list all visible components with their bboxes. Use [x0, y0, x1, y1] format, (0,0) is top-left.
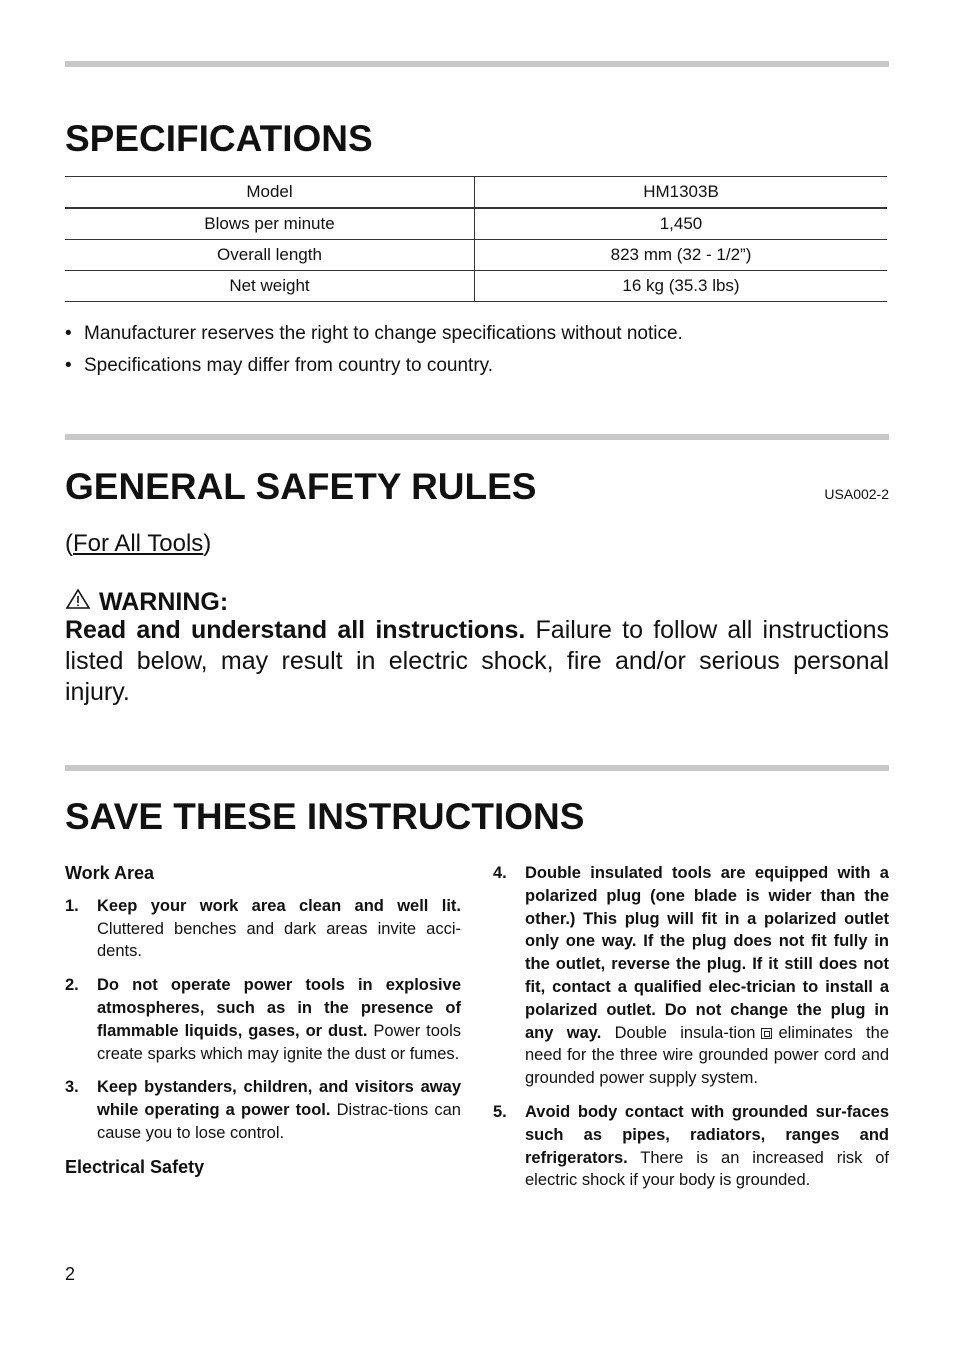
top-divider — [65, 61, 889, 67]
table-row — [65, 177, 887, 209]
section-divider — [65, 434, 889, 440]
document-code: USA002-2 — [824, 486, 889, 502]
spec-label: Blows per minute — [65, 208, 475, 240]
table-row — [65, 208, 887, 240]
bullet: • — [65, 323, 72, 344]
spec-label: Net weight — [65, 271, 475, 302]
right-column — [493, 862, 889, 1203]
electrical-safety-heading: Electrical Safety — [65, 1156, 205, 1177]
spec-value: 823 mm (32 - 1/2”) — [475, 240, 888, 271]
bullet: • — [65, 355, 72, 376]
spec-value: 16 kg (35.3 lbs) — [475, 271, 888, 302]
warning-label: WARNING: — [99, 588, 229, 616]
page-number: 2 — [65, 1264, 76, 1284]
list-item: 3. Keep bystanders, children, and visitors away while operating a power tool. Distrac-tions can cause you to lose control. — [65, 1078, 461, 1142]
table-row — [65, 240, 887, 271]
spec-label: Overall length — [65, 240, 475, 271]
spec-value: HM1303B — [475, 177, 888, 209]
subtitle: (For All Tools) — [65, 530, 212, 557]
warning-triangle-icon — [65, 588, 91, 617]
double-insulation-icon — [761, 1028, 772, 1039]
list-item: 4. Double insulated tools are equipped with a polarized plug (one blade is wider than the other.) This plug will fit in a polarized outlet only one way. If the plug does not fit fully in the outlet, reverse the plug. If it still does not fit, contact a qualified elec-trician to install a polarized outlet. Do not change the plug in any way. Double insula-tion eliminates the need for the three wire grounded power cord and grounded power supply system. — [493, 864, 889, 1088]
list-item: 5. Avoid body contact with grounded sur-faces such as pipes, radiators, ranges and refrigerators. There is an increased risk of electric shock if your body is grounded. — [493, 1102, 889, 1190]
specifications-table — [65, 176, 887, 302]
list-item: 1. Keep your work area clean and well lit. Cluttered benches and dark areas invite acci-dents. — [65, 896, 461, 961]
spec-value: 1,450 — [475, 208, 888, 240]
table-row — [65, 271, 887, 302]
work-area-heading: Work Area — [65, 863, 155, 883]
warning-header — [65, 588, 228, 617]
warning-text: Read and understand all instructions. Failure to follow all instructions listed below, may result in electric shock, fire and/or serious personal injury. — [65, 616, 889, 706]
specifications-heading: SPECIFICATIONS — [65, 118, 373, 159]
spec-note: • Manufacturer reserves the right to change specifications without notice. — [65, 323, 683, 344]
section-divider — [65, 765, 889, 771]
spec-label: Model — [65, 177, 475, 209]
general-safety-heading: GENERAL SAFETY RULES — [65, 466, 537, 507]
save-instructions-heading: SAVE THESE INSTRUCTIONS — [65, 796, 585, 837]
spec-note: • Specifications may differ from country to country. — [65, 355, 494, 376]
left-column — [65, 862, 461, 1189]
list-item: 2. Do not operate power tools in explosive atmospheres, such as in the presence of flammable liquids, gases, or dust. Power tools create sparks which may ignite the dust or fumes. — [65, 976, 461, 1063]
